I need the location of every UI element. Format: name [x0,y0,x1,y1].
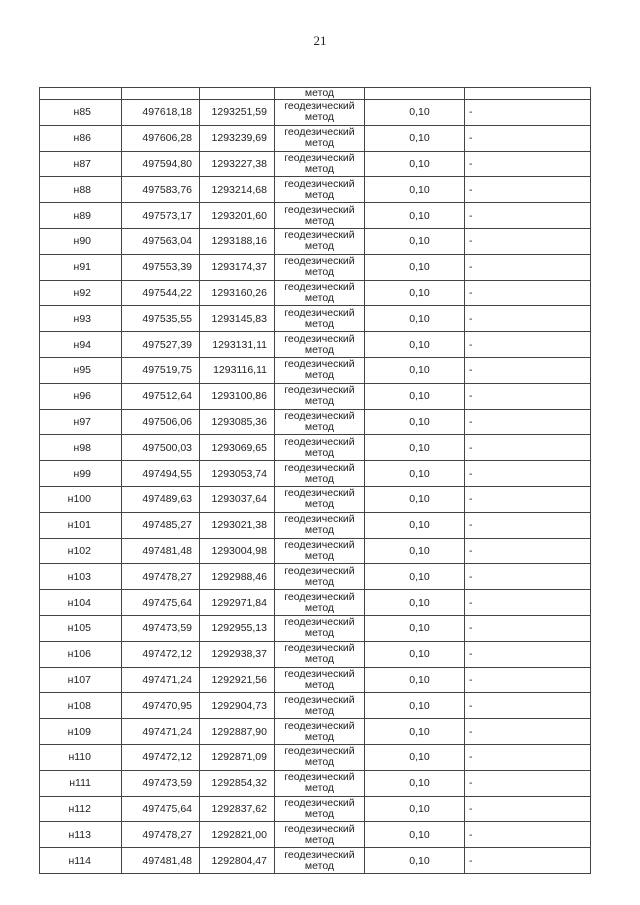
method-cell [275,125,365,151]
x-coordinate-cell: 497481,48 [122,848,200,874]
accuracy-cell: 0,10 [365,203,465,229]
y-coordinate-cell: 1293100,86 [200,383,275,409]
y-coordinate-cell: 1292921,56 [200,667,275,693]
note-cell: - [465,848,591,874]
accuracy-cell: 0,10 [365,435,465,461]
accuracy-cell: 0,10 [365,667,465,693]
method-cell [275,100,365,126]
point-name-cell: н114 [40,848,122,874]
table-row [40,719,591,745]
y-coordinate-cell: 1293085,36 [200,409,275,435]
point-name-cell: н109 [40,719,122,745]
method-cell [275,383,365,409]
accuracy-cell: 0,10 [365,177,465,203]
note-cell: - [465,615,591,641]
accuracy-cell: 0,10 [365,512,465,538]
y-coordinate-cell: 1293145,83 [200,306,275,332]
method-line-1: геодезический [284,796,355,809]
point-name-cell: н89 [40,203,122,229]
method-line-2: метод [304,833,335,846]
table-row [40,796,591,822]
x-coordinate-cell: 497583,76 [122,177,200,203]
method-line-1: геодезический [284,229,355,242]
method-cell [275,280,365,306]
point-name-cell: н91 [40,254,122,280]
method-line-2: метод [304,575,335,588]
accuracy-cell: 0,10 [365,100,465,126]
note-cell: - [465,461,591,487]
table-row [40,770,591,796]
y-coordinate-cell: 1292854,32 [200,770,275,796]
y-coordinate-cell: 1293174,37 [200,254,275,280]
x-coordinate-cell: 497478,27 [122,822,200,848]
x-coordinate-cell: 497500,03 [122,435,200,461]
note-cell: - [465,357,591,383]
method-cell [275,564,365,590]
x-coordinate-cell: 497573,17 [122,203,200,229]
accuracy-cell: 0,10 [365,615,465,641]
coordinates-table-body [40,88,591,874]
x-coordinate-cell: 497594,80 [122,151,200,177]
method-cell [275,641,365,667]
y-coordinate-cell: 1292804,47 [200,848,275,874]
point-name-cell: н107 [40,667,122,693]
note-cell: - [465,125,591,151]
accuracy-cell: 0,10 [365,228,465,254]
method-line-2: метод [304,162,335,175]
x-coordinate-cell: 497506,06 [122,409,200,435]
method-line-1: геодезический [284,538,355,551]
table-row [40,383,591,409]
accuracy-cell: 0,10 [365,332,465,358]
method-cell [275,719,365,745]
point-name-cell: н103 [40,564,122,590]
method-cell [275,538,365,564]
method-line-1: геодезический [284,771,355,784]
method-line-1: геодезический [284,332,355,345]
method-line-2: метод [304,704,335,717]
method-line-1: геодезический [284,719,355,732]
table-row [40,693,591,719]
method-cell [275,177,365,203]
x-coordinate-cell: 497512,64 [122,383,200,409]
note-cell: - [465,590,591,616]
note-cell: - [465,409,591,435]
note-cell: - [465,693,591,719]
accuracy-cell: 0,10 [365,796,465,822]
y-coordinate-cell: 1293131,11 [200,332,275,358]
x-coordinate-cell: 497475,64 [122,590,200,616]
method-line-1: геодезический [284,667,355,680]
method-line-1: геодезический [284,384,355,397]
method-line-2: метод [304,756,335,769]
method-line-1: геодезический [284,151,355,164]
method-line-1: геодезический [284,280,355,293]
x-coordinate-cell: 497481,48 [122,538,200,564]
accuracy-cell: 0,10 [365,383,465,409]
point-name-cell: н96 [40,383,122,409]
x-coordinate-cell: 497535,55 [122,306,200,332]
accuracy-cell: 0,10 [365,254,465,280]
point-name-cell: н92 [40,280,122,306]
method-line-2: метод [304,859,335,872]
note-cell: - [465,564,591,590]
point-name-cell: н99 [40,461,122,487]
method-cell [275,228,365,254]
y-coordinate-cell: 1292938,37 [200,641,275,667]
note-cell: - [465,383,591,409]
method-line-1: геодезический [284,255,355,268]
y-coordinate-cell: 1293251,59 [200,100,275,126]
table-row [40,228,591,254]
continuation-method-text: метод [304,87,335,99]
method-cell [275,435,365,461]
point-name-cell: н111 [40,770,122,796]
note-cell: - [465,744,591,770]
y-coordinate-cell: 1292887,90 [200,719,275,745]
continuation-x-cell [122,88,200,100]
x-coordinate-cell: 497618,18 [122,100,200,126]
note-cell: - [465,719,591,745]
continuation-note-cell [465,88,591,100]
point-name-cell: н98 [40,435,122,461]
method-line-2: метод [304,291,335,304]
note-cell: - [465,203,591,229]
y-coordinate-cell: 1292904,73 [200,693,275,719]
method-cell [275,744,365,770]
note-cell: - [465,100,591,126]
y-coordinate-cell: 1293214,68 [200,177,275,203]
y-coordinate-cell: 1293116,11 [200,357,275,383]
method-line-2: метод [304,601,335,614]
point-name-cell: н100 [40,486,122,512]
method-line-2: метод [304,807,335,820]
accuracy-cell: 0,10 [365,306,465,332]
table-row [40,409,591,435]
method-line-2: метод [304,498,335,511]
method-line-1: геодезический [284,409,355,422]
method-line-1: геодезический [284,100,355,113]
method-line-1: геодезический [284,745,355,758]
point-name-cell: н85 [40,100,122,126]
accuracy-cell: 0,10 [365,641,465,667]
point-name-cell: н90 [40,228,122,254]
y-coordinate-cell: 1293037,64 [200,486,275,512]
table-row [40,486,591,512]
point-name-cell: н94 [40,332,122,358]
table-row [40,100,591,126]
method-line-2: метод [304,137,335,150]
note-cell: - [465,254,591,280]
y-coordinate-cell: 1292871,09 [200,744,275,770]
note-cell: - [465,280,591,306]
accuracy-cell: 0,10 [365,590,465,616]
point-name-cell: н106 [40,641,122,667]
accuracy-cell: 0,10 [365,719,465,745]
table-row [40,461,591,487]
table-row [40,280,591,306]
y-coordinate-cell: 1293069,65 [200,435,275,461]
accuracy-cell: 0,10 [365,125,465,151]
x-coordinate-cell: 497553,39 [122,254,200,280]
method-cell [275,512,365,538]
table-row [40,848,591,874]
point-name-cell: н113 [40,822,122,848]
x-coordinate-cell: 497470,95 [122,693,200,719]
note-cell: - [465,306,591,332]
point-name-cell: н86 [40,125,122,151]
table-row [40,435,591,461]
point-name-cell: н105 [40,615,122,641]
table-row [40,177,591,203]
method-line-1: геодезический [284,203,355,216]
method-line-1: геодезический [284,177,355,190]
method-cell [275,203,365,229]
note-cell: - [465,486,591,512]
table-row [40,667,591,693]
continuation-row [40,88,591,100]
method-cell [275,409,365,435]
y-coordinate-cell: 1293239,69 [200,125,275,151]
method-cell [275,357,365,383]
method-line-1: геодезический [284,642,355,655]
method-cell [275,822,365,848]
y-coordinate-cell: 1293004,98 [200,538,275,564]
table-row [40,357,591,383]
method-line-1: геодезический [284,306,355,319]
accuracy-cell: 0,10 [365,822,465,848]
accuracy-cell: 0,10 [365,538,465,564]
point-name-cell: н112 [40,796,122,822]
method-line-2: метод [304,653,335,666]
continuation-name-cell [40,88,122,100]
method-line-2: метод [304,678,335,691]
method-line-1: геодезический [284,693,355,706]
x-coordinate-cell: 497471,24 [122,667,200,693]
method-line-1: геодезический [284,435,355,448]
accuracy-cell: 0,10 [365,357,465,383]
method-cell [275,667,365,693]
table-row [40,590,591,616]
y-coordinate-cell: 1292988,46 [200,564,275,590]
continuation-accuracy-cell [365,88,465,100]
accuracy-cell: 0,10 [365,564,465,590]
method-line-2: метод [304,730,335,743]
table-row [40,564,591,590]
table-row [40,512,591,538]
x-coordinate-cell: 497494,55 [122,461,200,487]
point-name-cell: н87 [40,151,122,177]
continuation-y-cell [200,88,275,100]
method-cell [275,796,365,822]
table-row [40,125,591,151]
y-coordinate-cell: 1293188,16 [200,228,275,254]
accuracy-cell: 0,10 [365,770,465,796]
y-coordinate-cell: 1293160,26 [200,280,275,306]
method-cell [275,151,365,177]
point-name-cell: н108 [40,693,122,719]
method-line-1: геодезический [284,513,355,526]
method-line-1: геодезический [284,126,355,139]
point-name-cell: н110 [40,744,122,770]
x-coordinate-cell: 497475,64 [122,796,200,822]
method-line-1: геодезический [284,590,355,603]
y-coordinate-cell: 1293201,60 [200,203,275,229]
method-line-1: геодезический [284,461,355,474]
method-line-1: геодезический [284,616,355,629]
x-coordinate-cell: 497473,59 [122,615,200,641]
table-row [40,203,591,229]
note-cell: - [465,641,591,667]
method-line-2: метод [304,343,335,356]
point-name-cell: н97 [40,409,122,435]
method-cell [275,848,365,874]
x-coordinate-cell: 497471,24 [122,719,200,745]
accuracy-cell: 0,10 [365,744,465,770]
page-number: 21 [313,33,327,48]
method-line-2: метод [304,446,335,459]
table-row [40,151,591,177]
note-cell: - [465,667,591,693]
method-line-1: геодезический [284,822,355,835]
method-line-1: геодезический [284,848,355,861]
y-coordinate-cell: 1292837,62 [200,796,275,822]
note-cell: - [465,435,591,461]
y-coordinate-cell: 1292821,00 [200,822,275,848]
method-cell [275,306,365,332]
accuracy-cell: 0,10 [365,280,465,306]
table-row [40,615,591,641]
point-name-cell: н104 [40,590,122,616]
accuracy-cell: 0,10 [365,409,465,435]
method-cell [275,254,365,280]
y-coordinate-cell: 1293053,74 [200,461,275,487]
method-line-2: метод [304,266,335,279]
accuracy-cell: 0,10 [365,848,465,874]
point-name-cell: н93 [40,306,122,332]
method-line-2: метод [304,782,335,795]
method-line-2: метод [304,549,335,562]
table-row [40,306,591,332]
method-line-2: метод [304,214,335,227]
y-coordinate-cell: 1292955,13 [200,615,275,641]
note-cell: - [465,796,591,822]
point-name-cell: н95 [40,357,122,383]
table-row [40,822,591,848]
method-line-2: метод [304,240,335,253]
accuracy-cell: 0,10 [365,693,465,719]
method-line-1: геодезический [284,487,355,500]
table-row [40,538,591,564]
x-coordinate-cell: 497519,75 [122,357,200,383]
note-cell: - [465,332,591,358]
method-cell [275,590,365,616]
method-line-2: метод [304,188,335,201]
x-coordinate-cell: 497472,12 [122,744,200,770]
note-cell: - [465,512,591,538]
note-cell: - [465,151,591,177]
point-name-cell: н88 [40,177,122,203]
note-cell: - [465,770,591,796]
method-line-2: метод [304,524,335,537]
note-cell: - [465,228,591,254]
x-coordinate-cell: 497478,27 [122,564,200,590]
y-coordinate-cell: 1292971,84 [200,590,275,616]
x-coordinate-cell: 497473,59 [122,770,200,796]
accuracy-cell: 0,10 [365,461,465,487]
continuation-method-cell [275,88,365,100]
method-line-2: метод [304,472,335,485]
accuracy-cell: 0,10 [365,486,465,512]
method-cell [275,461,365,487]
note-cell: - [465,177,591,203]
table-row [40,641,591,667]
method-line-1: геодезический [284,358,355,371]
method-cell [275,770,365,796]
x-coordinate-cell: 497544,22 [122,280,200,306]
method-line-1: геодезический [284,564,355,577]
method-line-2: метод [304,369,335,382]
x-coordinate-cell: 497527,39 [122,332,200,358]
method-line-2: метод [304,395,335,408]
table-row [40,744,591,770]
x-coordinate-cell: 497485,27 [122,512,200,538]
method-line-2: метод [304,111,335,124]
note-cell: - [465,538,591,564]
table-row [40,254,591,280]
note-cell: - [465,822,591,848]
method-cell [275,615,365,641]
table-row [40,332,591,358]
x-coordinate-cell: 497563,04 [122,228,200,254]
method-line-2: метод [304,420,335,433]
point-name-cell: н102 [40,538,122,564]
method-line-2: метод [304,627,335,640]
x-coordinate-cell: 497472,12 [122,641,200,667]
method-cell [275,332,365,358]
point-name-cell: н101 [40,512,122,538]
coordinates-table [39,87,591,874]
x-coordinate-cell: 497489,63 [122,486,200,512]
method-cell [275,486,365,512]
y-coordinate-cell: 1293021,38 [200,512,275,538]
accuracy-cell: 0,10 [365,151,465,177]
y-coordinate-cell: 1293227,38 [200,151,275,177]
x-coordinate-cell: 497606,28 [122,125,200,151]
method-line-2: метод [304,317,335,330]
method-cell [275,693,365,719]
